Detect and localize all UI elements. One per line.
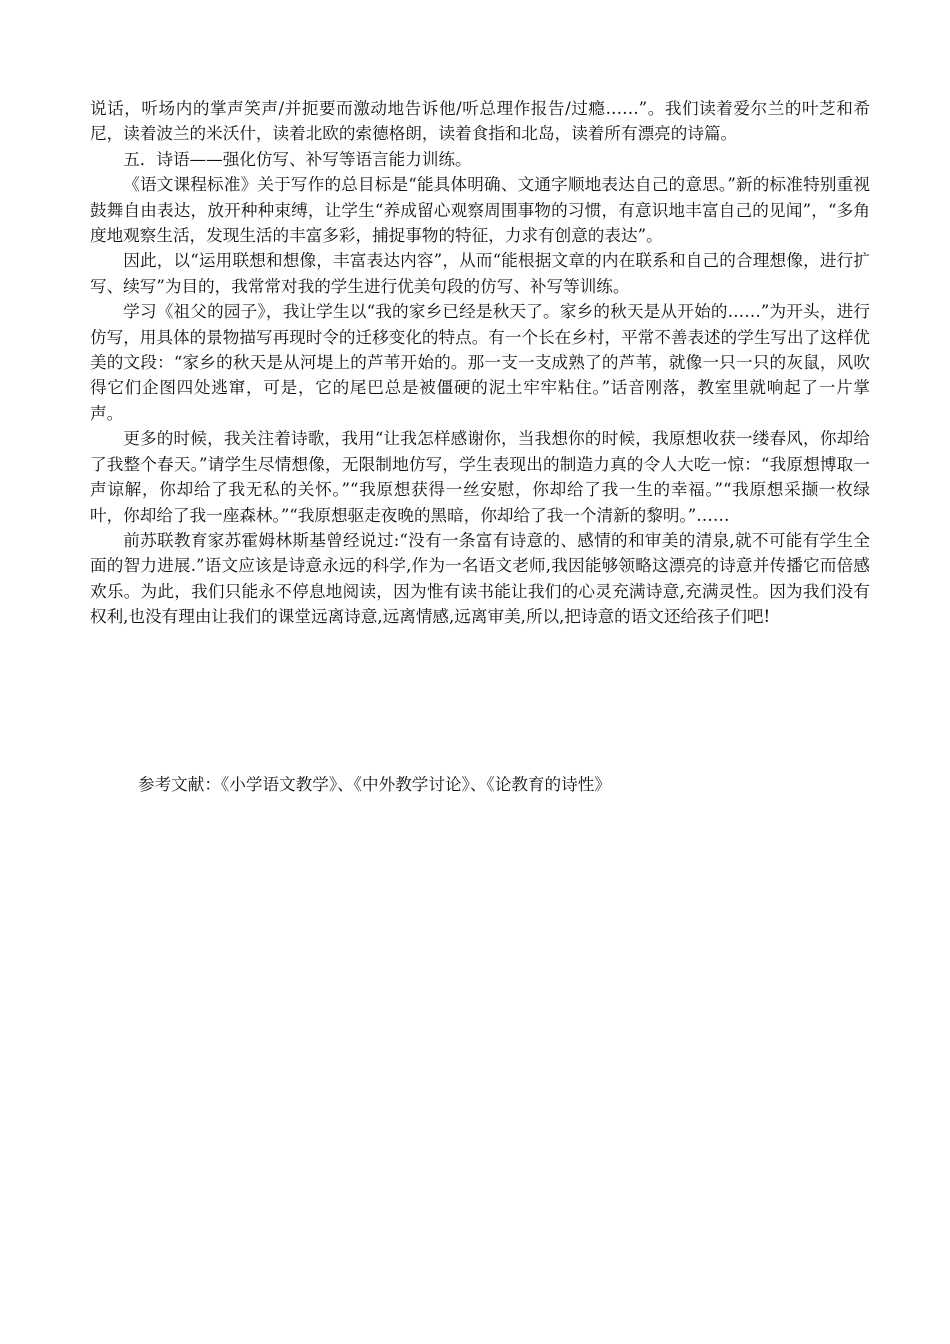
paragraph-poetry-imitation: 更多的时候，我关注着诗歌，我用“让我怎样感谢你，当我想你的时候，我原想收获一缕春风，你却给了我整个春天。”请学生尽情想像，无限制地仿写，学生表现出的制造力真的令人大吃一惊：“我原想博取一声谅解，你却给了我无私的关怀。”“我原想获得一丝安慰，你却给了我一生的幸福。”“我原想采撷一枚绿叶，你却给了我一座森林。”“我原想驱走夜晚的黑暗，你却给了我一个清新的黎明。”…… bbox=[90, 429, 870, 525]
paragraph-continuation: 说话，听场内的掌声笑声/并扼要而激动地告诉他/听总理作报告/过瘾……”。我们读着爱尔兰的叶芝和希尼，读着波兰的米沃什，读着北欧的索德格朗，读着食指和北岛，读着所有漂亮的诗篇。 bbox=[90, 99, 870, 144]
references: 参考文献：《小学语文教学》、《中外教学讨论》、《论教育的诗性》 bbox=[138, 775, 611, 794]
section-heading-five: 五．诗语——强化仿写、补写等语言能力训练。 bbox=[123, 149, 472, 169]
paragraph-curriculum-standard: 《语文课程标准》关于写作的总目标是“能具体明确、文通字顺地表达自己的意思。”新的标准特别重视鼓舞自由表达，放开种种束缚，让学生“养成留心观察周围事物的习惯，有意识地丰富自己的见闻”，“多角度地观察生活，发现生活的丰富多彩，捕捉事物的特征，力求有创意的表达”。 bbox=[90, 175, 870, 246]
paragraph-therefore: 因此，以“运用联想和想像，丰富表达内容”，从而“能根据文章的内在联系和自己的合理想像，进行扩写、续写”为目的，我常常对我的学生进行优美句段的仿写、补写等训练。 bbox=[90, 251, 870, 296]
paragraph-grandfather-garden: 学习《祖父的园子》，我让学生以“我的家乡已经是秋天了。家乡的秋天是从开始的……”为开头，进行仿写，用具体的景物描写再现时令的迁移变化的特点。有一个长在乡村，平常不善表述的学生写出了这样优美的文段：“家乡的秋天是从河堤上的芦苇开始的。那一支一支成熟了的芦苇，就像一只一只的灰鼠，风吹得它们企图四处逃窜，可是，它的尾巴总是被僵硬的泥土牢牢粘住。”话音刚落，教室里就响起了一片掌声。 bbox=[90, 302, 870, 423]
document-body bbox=[90, 96, 870, 630]
paragraph-sukhomlinsky: 前苏联教育家苏霍姆林斯基曾经说过:“没有一条富有诗意的、感情的和审美的清泉,就不可能有学生全面的智力进展.”语文应该是诗意永远的科学,作为一名语文老师,我因能够领略这漂亮的诗意并传播它而倍感欢乐。为此，我们只能永不停息地阅读，因为惟有读书能让我们的心灵充满诗意,充满灵性。因为我们没有权利,也没有理由让我们的课堂远离诗意,远离情感,远离审美,所以,把诗意的语文还给孩子们吧! bbox=[90, 530, 870, 627]
